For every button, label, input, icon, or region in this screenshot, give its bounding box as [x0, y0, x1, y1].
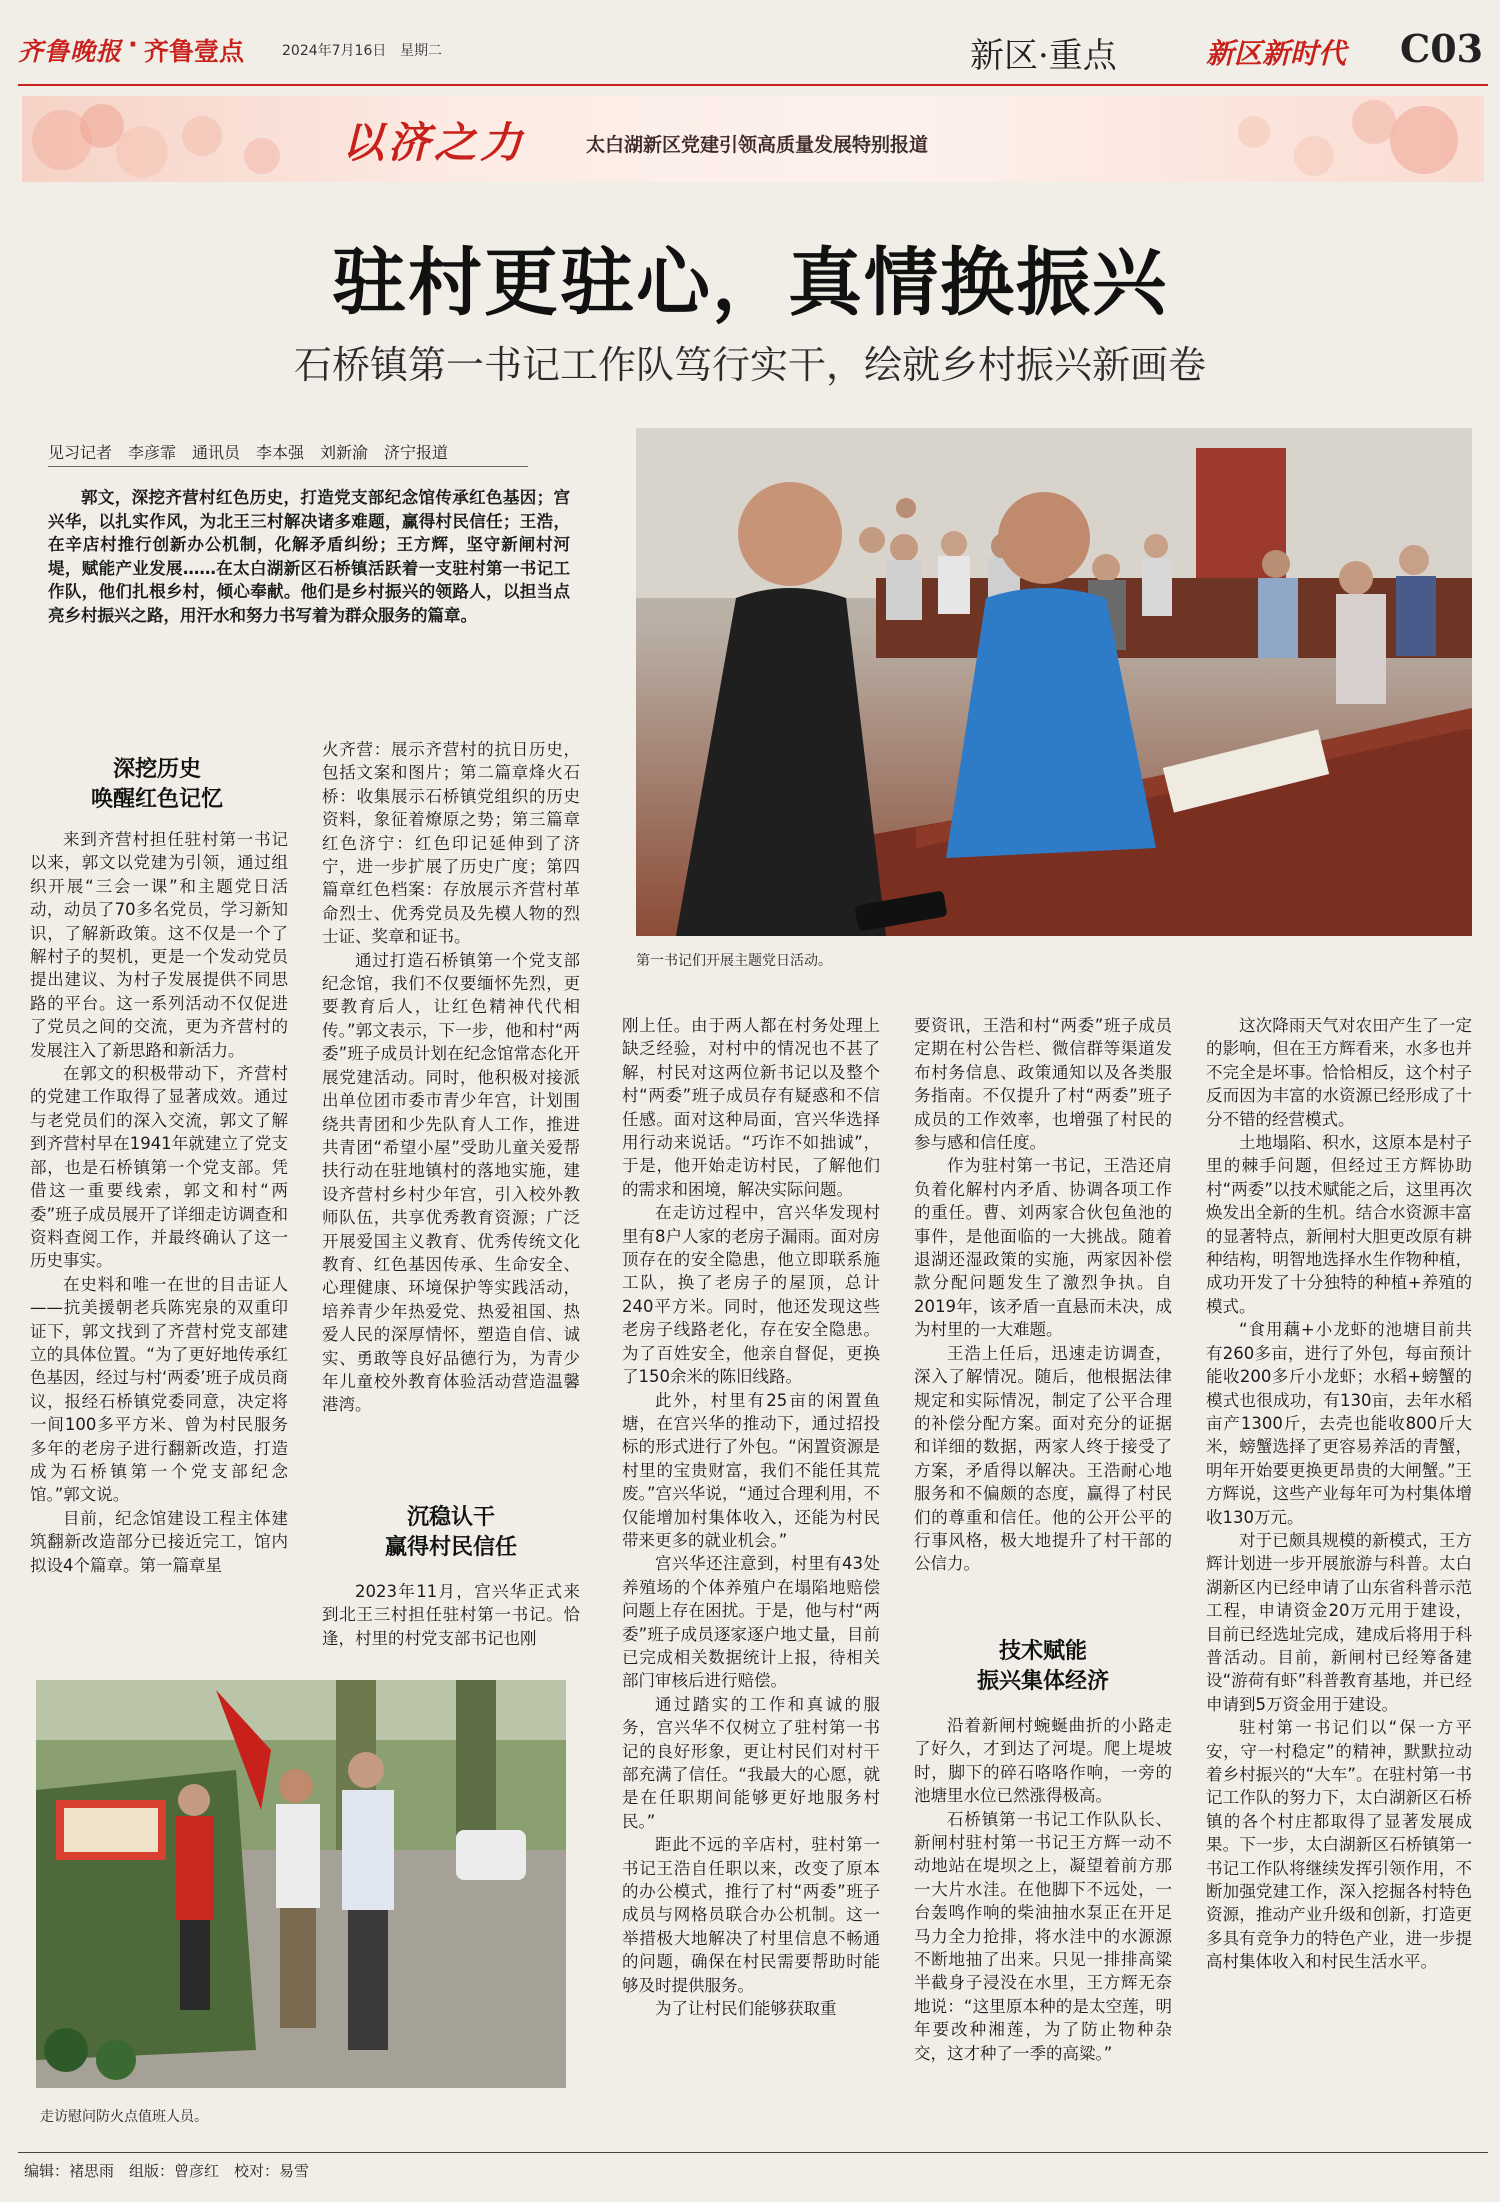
col5-paragraph: “食用藕+小龙虾的池塘目前共有260多亩，进行了外包，每亩预计能收200多斤小龙虾；水稻+螃蟹的模式也很成功，有130亩，去年水稻亩产1300斤，去壳也能收800斤大米，螃蟹选择了更容易养活的青蟹，明年开始要更换更昂贵的大闸蟹。”王方辉说，这些产业每年可为村集体增收130万元。 — [1206, 1320, 1472, 1527]
col1-paragraph: 在郭文的积极带动下，齐营村的党建工作取得了显著成效。通过与老党员们的深入交流，郭文了解到齐营村早在1941年就建立了党支部，也是石桥镇第一个党支部。凭借这一重要线索，郭文和村“两委”班子成员展开了详细走访调查和资料查阅工作，并最终确认了这一历史事实。 — [30, 1064, 288, 1271]
column-4 — [914, 1014, 1172, 1576]
section-title-trust-line2: 赢得村民信任 — [384, 1534, 517, 1560]
bottom-photo-caption: 走访慰问防火点值班人员。 — [40, 2109, 208, 2125]
byline-rule — [48, 466, 528, 467]
section-brand: 新区新时代 — [1206, 37, 1347, 70]
meeting-scene-illustration — [636, 428, 1472, 936]
column-1 — [30, 828, 288, 1577]
section-title-trust — [342, 1502, 560, 1562]
footer-credits: 编辑：褚思雨 组版：曾彦红 校对：易雪 — [24, 2162, 310, 2180]
section-title-history-line2: 唤醒红色记忆 — [90, 786, 223, 812]
fire-point-scene-illustration — [36, 1680, 566, 2088]
top-photo-caption: 第一书记们开展主题党日活动。 — [636, 953, 832, 969]
photo-party-day-meeting — [636, 428, 1472, 936]
brand-dot: · — [128, 30, 138, 60]
col4-paragraph: 要资讯，王浩和村“两委”班子成员定期在村公告栏、微信群等渠道发布村务信息、政策通知以及各类服务指南。不仅提升了村“两委”班子成员的工作效率，也增强了村民的参与感和信任度。 — [914, 1016, 1172, 1153]
col5-paragraph: 土地塌陷、积水，这原本是村子里的棘手问题，但经过王方辉协助村“两委”以技术赋能之后，这里再次焕发出全新的生机。结合水资源丰富的显著特点，新闸村大胆更改原有耕种结构，明智地选择水生作物种植，成功开发了十分独特的种植+养殖的模式。 — [1206, 1133, 1472, 1316]
masthead — [18, 26, 1488, 74]
col3-paragraph: 距此不远的辛店村，驻村第一书记王浩自任职以来，改变了原本的办公模式，推行了村“两委”班子成员与网格员联合办公机制。这一举措极大地解决了村里信息不畅通的问题，确保在村民需要帮助时能够及时提供服务。 — [622, 1835, 880, 1995]
section-title-technology-line2: 振兴集体经济 — [976, 1668, 1109, 1694]
headline: 驻村更驻心，真情换振兴 — [332, 240, 1168, 326]
col3-paragraph: 为了让村民们能够获取重 — [655, 1999, 837, 2019]
peony-decoration-right — [1224, 96, 1484, 182]
photo-fire-point-visit — [36, 1680, 566, 2088]
byline: 见习记者 李彦霏 通讯员 李本强 刘新渝 济宁报道 — [48, 443, 449, 462]
banner-subtitle: 太白湖新区党建引领高质量发展特别报道 — [586, 134, 929, 156]
col4-paragraph: 石桥镇第一书记工作队队长、新闸村驻村第一书记王方辉一动不动地站在堤坝之上，凝望着前方那一大片水洼。在他脚下不远处，一台轰鸣作响的柴油抽水泵正在开足马力全力抢排，将水洼中的水源源不断地抽了出来。只见一排排高粱半截身子浸没在水里，王方辉无奈地说：“这里原本种的是太空莲，明年要改种湘莲，为了防止物种杂交，这才种了一季的高粱。” — [914, 1809, 1172, 2063]
column-2-bottom — [322, 1580, 580, 1650]
special-report-banner — [22, 96, 1484, 182]
col1-paragraph: 目前，纪念馆建设工程主体建筑翻新改造部分已接近完工，馆内拟设4个篇章。第一篇章星 — [30, 1508, 288, 1575]
brand-qilu-yidian: 齐鲁壹点 — [144, 37, 245, 66]
issue-weekday: 星期二 — [400, 43, 442, 59]
section-title-trust-line1: 沉稳认干 — [406, 1504, 495, 1530]
peony-decoration-left — [22, 96, 322, 182]
footer-rule — [18, 2152, 1488, 2153]
section-title-technology — [934, 1636, 1152, 1696]
col5-paragraph: 对于已颇具规模的新模式，王方辉计划进一步开展旅游与科普。太白湖新区内已经申请了山东省科普示范工程，申请资金20万元用于建设，目前已经选址完成，建成后将用于科普活动。目前，新闸村已经筹备建设“游荷有虾”科普教育基地，并已经申请到5万资金用于建设。 — [1206, 1530, 1472, 1714]
column-2 — [322, 738, 580, 1417]
col4-paragraph: 作为驻村第一书记，王浩还肩负着化解村内矛盾、协调各项工作的重任。曹、刘两家合伙包鱼池的事件，是他面临的一大挑战。随着退湖还湿政策的实施，两家因补偿款分配问题发生了激烈争执。自2019年，该矛盾一直悬而未决，成为村里的一大难题。 — [914, 1156, 1172, 1340]
header-rule — [18, 84, 1488, 86]
subheadline: 石桥镇第一书记工作队笃行实干，绘就乡村振兴新画卷 — [293, 343, 1206, 387]
col4-paragraph: 王浩上任后，迅速走访调查，深入了解情况。随后，他根据法律规定和实际情况，制定了公平合理的补偿分配方案。面对充分的证据和详细的数据，两家人终于接受了方案，矛盾得以解决。王浩耐心地服务和不偏颇的态度，赢得了村民们的尊重和信任。他的公开公平的行事风格，极大地提升了村干部的公信力。 — [914, 1343, 1172, 1574]
col3-paragraph: 宫兴华还注意到，村里有43处养殖场的个体养殖户在塌陷地赔偿问题上存在困扰。于是，他与村“两委”班子成员逐家逐户地丈量，目前已完成相关数据统计上报，待相关部门审核后进行赔偿。 — [622, 1554, 880, 1691]
section-title-technology-line1: 技术赋能 — [998, 1638, 1087, 1664]
issue-date: 2024年7月16日 — [282, 43, 387, 59]
col1-paragraph: 在史料和唯一在世的目击证人——抗美援朝老兵陈宪泉的双重印证下，郭文找到了齐营村党支部建立的具体位置。“为了更好地传承红色基因，经过与村‘两委’班子成员商议，报经石桥镇党委同意，决定将一间100多平方米、曾为村民服务多年的老房子进行翻新改造，打造成为石桥镇第一个党支部纪念馆。”郭文说。 — [30, 1274, 288, 1505]
section-title-history — [48, 754, 266, 814]
col3-paragraph: 此外，村里有25亩的闲置鱼塘，在宫兴华的推动下，通过招投标的形式进行了外包。“闲置资源是村里的宝贵财富，我们不能任其荒废。”宫兴华说，“通过合理利用，不仅能增加村集体收入，还能为村民带来更多的就业机会。” — [622, 1390, 880, 1550]
col1-paragraph: 来到齐营村担任驻村第一书记以来，郭文以党建为引领，通过组织开展“三会一课”和主题党日活动，动员了70多名党员，学习新知识，了解新政策。这不仅是一个了解村子的契机，更是一个发动党员提出建议、为村子发展提供不同思路的平台。这一系列活动不仅促进了党员之间的交流，更为齐营村的发展注入了新思路和新活力。 — [30, 830, 288, 1060]
col4-paragraph: 沿着新闸村蜿蜒曲折的小路走了好久，才到达了河堤。爬上堤坡时，脚下的碎石咯咯作响，一旁的池塘里水位已然涨得极高。 — [914, 1716, 1172, 1806]
col3-paragraph: 刚上任。由于两人都在村务处理上缺乏经验，对村中的情况也不甚了解，村民对这两位新书记以及整个村“两委”班子成员存有疑惑和不信任感。面对这种局面，宫兴华选择用行动来说话。“巧诈不如拙诚”，于是，他开始走访村民，了解他们的需求和困境，解决实际问题。 — [622, 1016, 880, 1199]
lead-paragraph: 郭文，深挖齐营村红色历史，打造党支部纪念馆传承红色基因；宫兴华，以扎实作风，为北王三村解决诸多难题，赢得村民信任；王浩，在辛店村推行创新办公机制，化解矛盾纠纷；王方辉，坚守新闸村河堤，赋能产业发展……在太白湖新区石桥镇活跃着一支驻村第一书记工作队，他们扎根乡村，倾心奉献。他们是乡村振兴的领路人，以担当点亮乡村振兴之路，用汗水和努力书写着为群众服务的篇章。 — [48, 488, 570, 625]
col2-paragraph: 2023年11月，宫兴华正式来到北王三村担任驻村第一书记。恰逢，村里的村党支部书记也刚 — [322, 1582, 580, 1648]
section-name: 新区·重点 — [970, 36, 1117, 76]
col2-paragraph: 火齐营：展示齐营村的抗日历史，包括文案和图片；第二篇章烽火石桥：收集展示石桥镇党组织的历史资料，象征着燎原之势；第三篇章红色济宁：红色印记延伸到了济宁，进一步扩展了历史广度；第四篇章红色档案：存放展示齐营村革命烈士、优秀党员及先模人物的烈士证、奖章和证书。 — [322, 740, 580, 947]
col5-paragraph: 驻村第一书记们以“保一方平安，守一村稳定”的精神，默默拉动着乡村振兴的“大车”。在驻村第一书记工作队的努力下，太白湖新区石桥镇的各个村庄都取得了显著发展成果。下一步，太白湖新区石桥镇第一书记工作队将继续发挥引领作用，不断加强党建工作，深入挖掘各村特色资源，推动产业升级和创新，打造更多具有竞争力的特色产业，进一步提高村集体收入和村民生活水平。 — [1206, 1718, 1472, 1972]
banner-calligraphy: 以济之力 — [342, 118, 527, 167]
column-4-bottom — [914, 1714, 1172, 2065]
col3-paragraph: 在走访过程中，宫兴华发现村里有8户人家的老房子漏雨。面对房顶存在的安全隐患，他立即联系施工队，换了老房子的屋顶，总计240平方米。同时，他还发现这些老房子线路老化，存在安全隐患。为了百姓安全，他亲自督促，更换了150余米的陈旧线路。 — [622, 1203, 880, 1387]
col3-paragraph: 通过踏实的工作和真诚的服务，宫兴华不仅树立了驻村第一书记的良好形象，更让村民们对村干部充满了信任。“我最大的心愿，就是在任职期间能够更好地服务村民。” — [622, 1694, 880, 1831]
column-3 — [622, 1014, 880, 2020]
brand-qilu-evening: 齐鲁晚报 — [18, 37, 123, 66]
col5-paragraph: 这次降雨天气对农田产生了一定的影响，但在王方辉看来，水多也并不完全是坏事。恰恰相反，这个村子反而因为丰富的水资源已经形成了十分不错的经营模式。 — [1206, 1016, 1472, 1129]
column-5 — [1206, 1014, 1472, 1974]
col2-paragraph: 通过打造石桥镇第一个党支部纪念馆，我们不仅要缅怀先烈，更要教育后人，让红色精神代代相传。”郭文表示，下一步，他和村“两委”班子成员计划在纪念馆常态化开展党建活动。同时，他积极对接派出单位团市委市青少年宫，计划围绕共青团和少先队育人工作，推进共青团“希望小屋”受助儿童关爱帮扶行动在驻地镇村的落地实施，建设齐营村乡村少年宫，引入校外教师队伍，共享优秀教育资源；广泛开展爱国主义教育、优秀传统文化教育、红色基因传承、生命安全、心理健康、环境保护等实践活动，培养青少年热爱党、热爱祖国、热爱人民的深厚情怀，塑造自信、诚实、勇敢等良好品德行为，为青少年儿童校外教育体验活动营造温馨港湾。 — [322, 950, 580, 1415]
section-title-history-line1: 深挖历史 — [112, 756, 201, 782]
page-number: C03 — [1400, 26, 1484, 71]
